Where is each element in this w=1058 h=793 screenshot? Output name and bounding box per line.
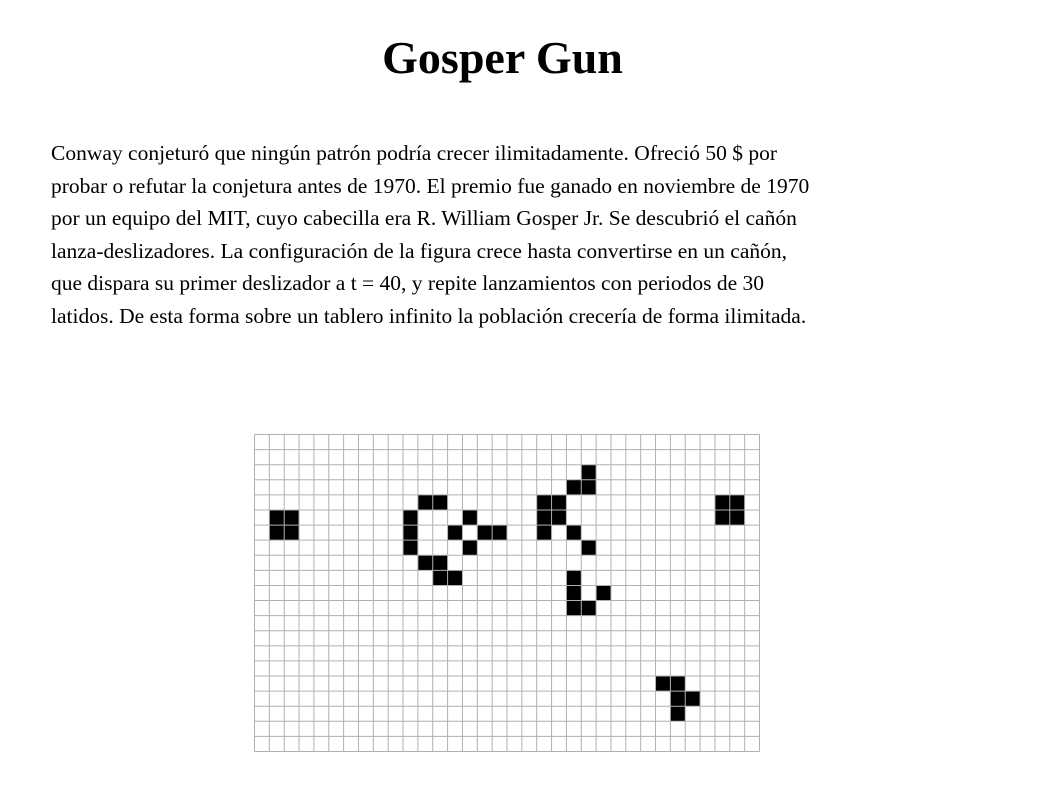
live-cell (566, 585, 581, 600)
live-cell (581, 465, 596, 480)
live-cell (730, 510, 745, 525)
live-cell (730, 495, 745, 510)
live-cell (403, 540, 418, 555)
live-cell (715, 510, 730, 525)
live-cell (566, 525, 581, 540)
live-cell (462, 540, 477, 555)
live-cell (537, 495, 552, 510)
live-cell (477, 525, 492, 540)
live-cell (403, 510, 418, 525)
gosper-gun-grid (254, 434, 760, 752)
live-cell (403, 525, 418, 540)
live-cell (462, 510, 477, 525)
live-cell (448, 570, 463, 585)
live-cell (537, 510, 552, 525)
live-cell (269, 510, 284, 525)
live-cell (581, 601, 596, 616)
live-cell (566, 601, 581, 616)
grid-canvas (254, 434, 760, 752)
live-cell (670, 691, 685, 706)
slide-title: Gosper Gun (382, 32, 623, 83)
live-cell (715, 495, 730, 510)
live-cell (269, 525, 284, 540)
live-cell (685, 691, 700, 706)
live-cell (566, 570, 581, 585)
live-cell (418, 495, 433, 510)
live-cell (433, 555, 448, 570)
slide-paragraph: Conway conjeturó que ningún patrón podría crecer ilimitadamente. Ofreció 50 $ por probar o refutar la conjetura antes de 1970. El premio fue ganado en noviembre de 1970 por un equipo del MIT, cuyo cabecilla era R. William Gosper Jr. Se descubrió el cañón lanza-deslizadores. La configuración de la figura crece hasta convertirse en un cañón, que dispara su primer deslizador a t = 40, y repite lanzamientos con periodos de 30 latidos. De esta forma sobre un tablero infinito la población crecería de forma ilimitada. (51, 141, 810, 328)
live-cell (566, 480, 581, 495)
live-cell (581, 540, 596, 555)
live-cell (284, 525, 299, 540)
live-cell (433, 570, 448, 585)
live-cell (284, 510, 299, 525)
live-cell (537, 525, 552, 540)
live-cell (552, 495, 567, 510)
live-cell (418, 555, 433, 570)
live-cell (552, 510, 567, 525)
live-cell (656, 676, 671, 691)
live-cell (433, 495, 448, 510)
live-cell (448, 525, 463, 540)
live-cell (492, 525, 507, 540)
live-cell (670, 676, 685, 691)
live-cell (670, 706, 685, 721)
live-cell (581, 480, 596, 495)
live-cell (596, 585, 611, 600)
